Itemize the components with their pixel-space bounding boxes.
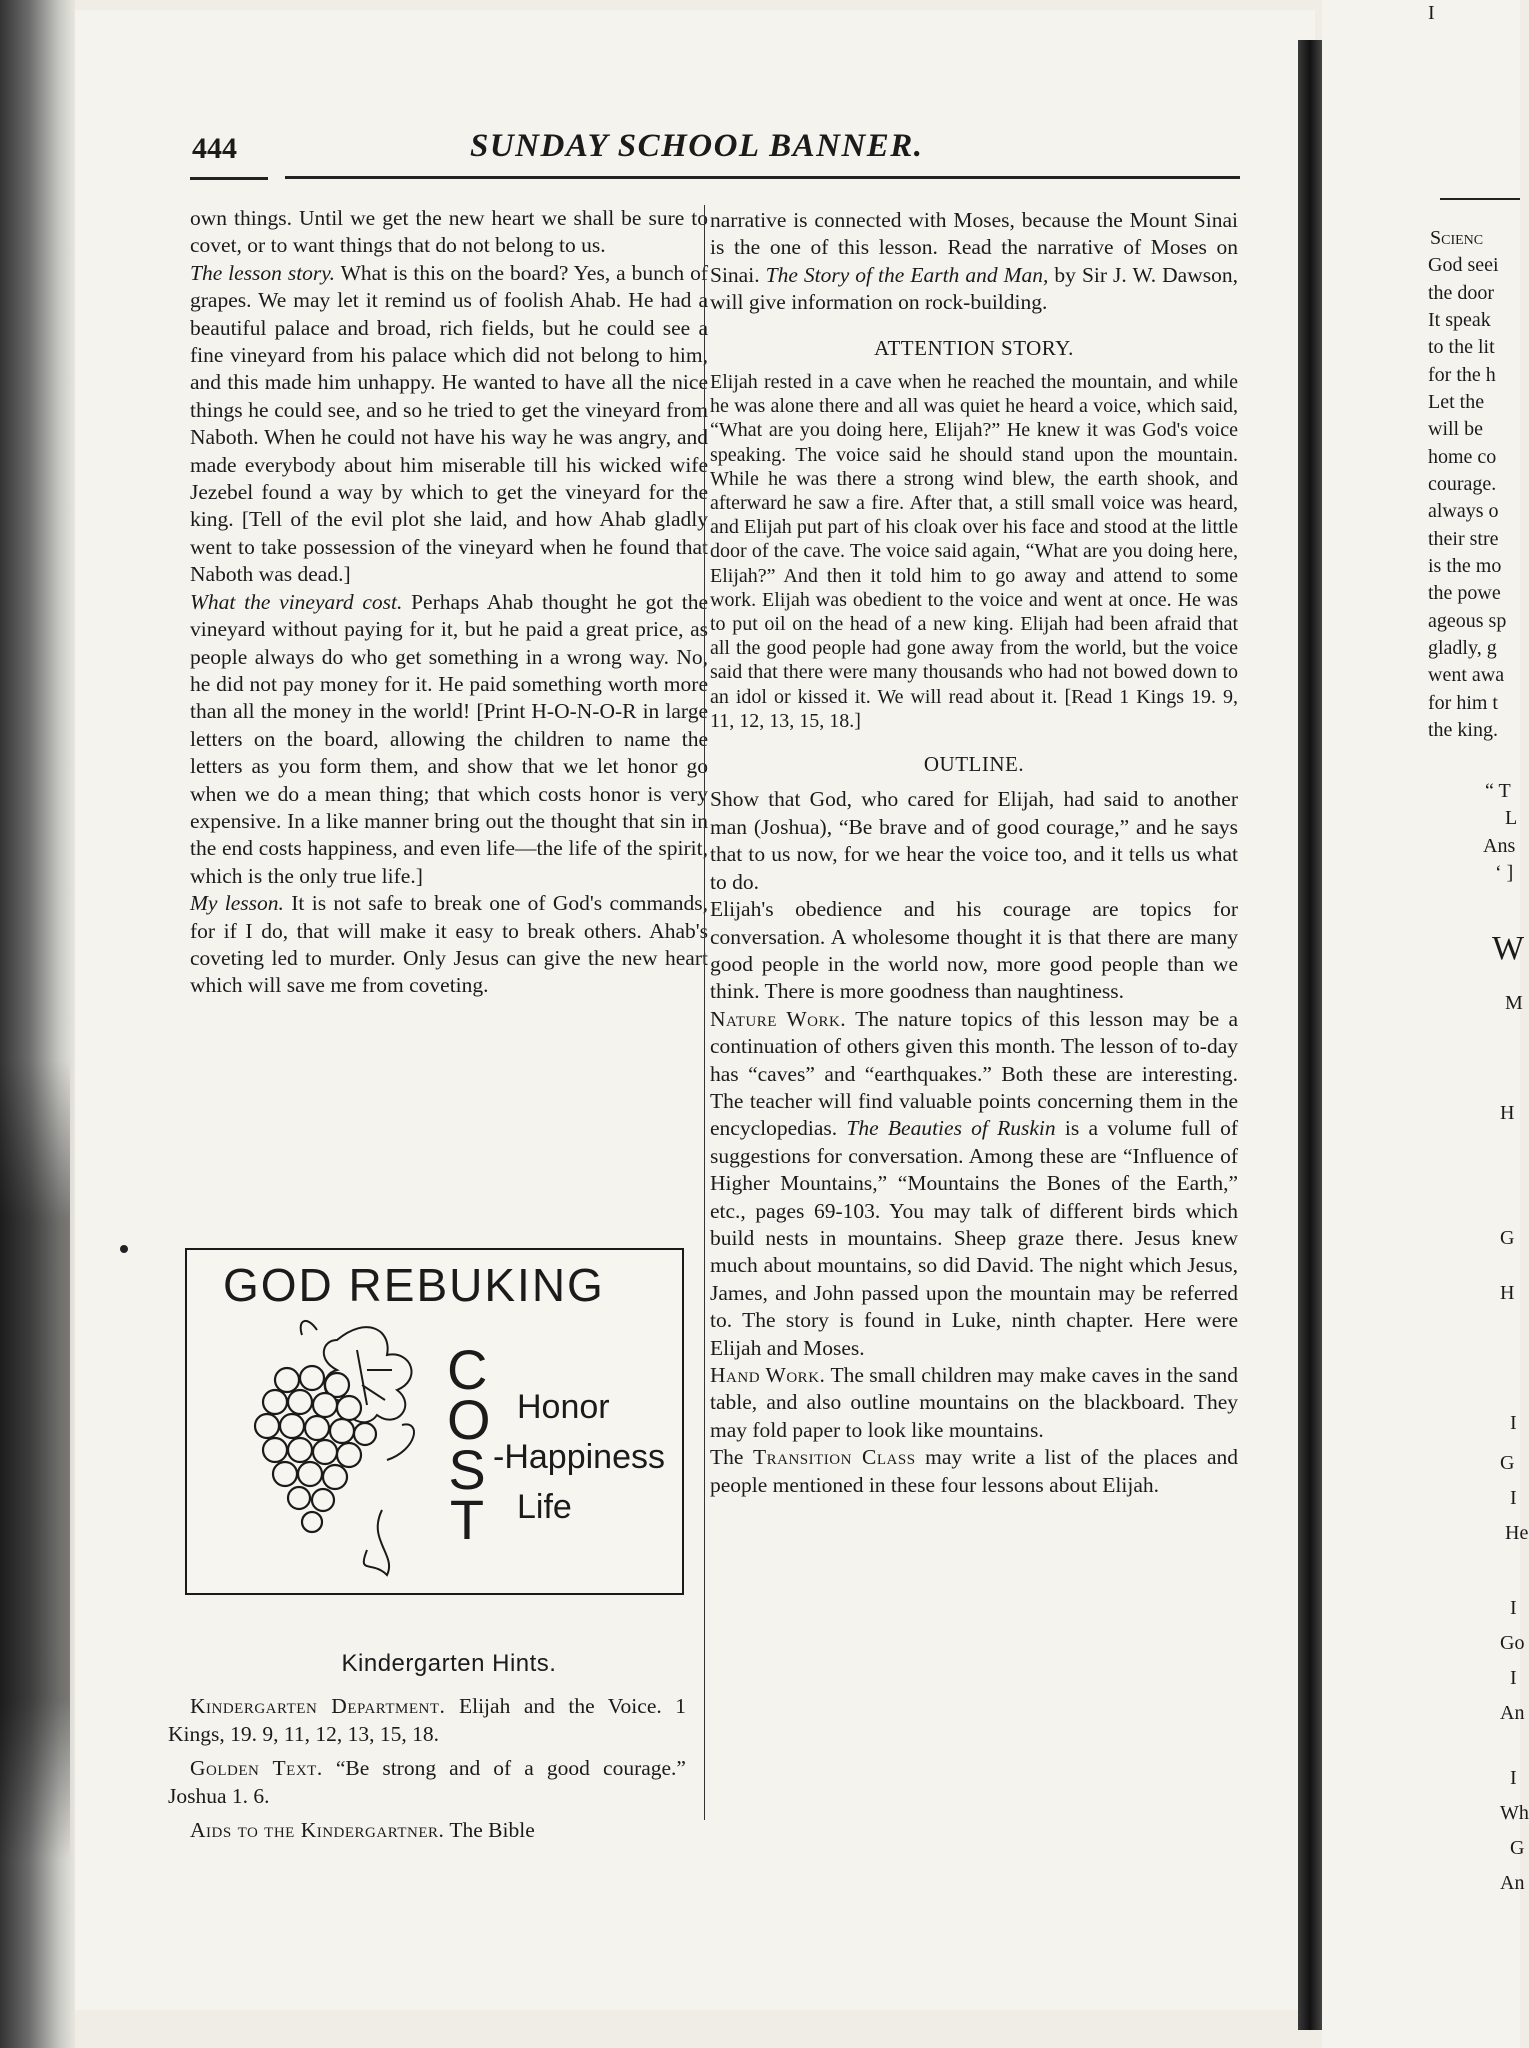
- adjacent-page-text-fragment: It speak: [1428, 309, 1491, 331]
- left-column: [190, 205, 708, 1000]
- cost-letter: C: [447, 1338, 488, 1401]
- adjacent-page-text-fragment: I: [1510, 1767, 1517, 1789]
- adjacent-page-text-fragment: went awa: [1428, 664, 1505, 686]
- hand-work-paragraph: [710, 1362, 1238, 1444]
- golden-text-text: “Be strong and of a good courage.” Joshua 1. 6.: [168, 1756, 686, 1808]
- kindergarten-heading: Kindergarten Hints.: [341, 1650, 557, 1677]
- adjacent-page-text-fragment: ageous sp: [1428, 610, 1507, 632]
- nature-work-label: Nature Work.: [710, 1006, 847, 1031]
- header-rule-short: [190, 177, 268, 180]
- aids-to-kindergartner: [168, 1816, 686, 1844]
- aids-text: The Bible: [449, 1818, 535, 1842]
- lesson-story-paragraph: [190, 260, 708, 589]
- adjacent-page-text-fragment: Go: [1500, 1632, 1525, 1654]
- cost-word-honor: Honor: [517, 1388, 610, 1426]
- right-column: [710, 207, 1238, 1499]
- adjacent-page-text-fragment: G: [1500, 1227, 1515, 1249]
- cost-letter: T: [449, 1488, 485, 1551]
- adjacent-page-text-fragment: their stre: [1428, 528, 1499, 550]
- cost-word-life: Life: [517, 1488, 572, 1526]
- kindergarten-department: [168, 1692, 686, 1748]
- adjacent-page-text-fragment: home co: [1428, 446, 1497, 468]
- lesson-story-text: What is this on the board? Yes, a bunch of grapes. We may let it remind us of foolish Ahab. He had a beautiful palace and broad, rich fields, but he could see a fine vineyard from his palace which did not belong to him, and this made him unhappy. He wanted to have all the nice things he could see, and so he tried to get the vineyard from Naboth. When he could not have his way he was angry, and made everybody about him miserable till his wicked wife Jezebel found a way by which to get the vineyard for the king. [Tell of the evil plot she laid, and how Ahab gladly went to take possession of the vineyard when he found that Naboth was dead.]: [190, 260, 708, 587]
- book-title: The Story of the Earth and Man,: [765, 262, 1049, 287]
- lesson-story-label: The lesson story.: [190, 260, 336, 285]
- my-lesson-text: It is not safe to break one of God's commands, for if I do, that will make it easy to break others. Ahab's coveting led to murder. Only Jesus can give the new heart which will save me from coveting.: [190, 891, 709, 998]
- adjacent-page-text-fragment: W: [1492, 930, 1525, 967]
- department-label: Kindergarten Department.: [190, 1694, 446, 1718]
- adjacent-page-text-fragment: An: [1500, 1872, 1525, 1894]
- nature-work-paragraph: [710, 1006, 1238, 1362]
- adjacent-page-text-fragment: I: [1428, 2, 1435, 24]
- continuation-paragraph: [710, 207, 1238, 317]
- vineyard-cost-paragraph: [190, 589, 708, 890]
- outline-paragraph-1: Show that God, who cared for Elijah, had said to another man (Joshua), “Be brave and of good courage,” and he says that to us now, for we hear the voice too, and it tells us what to do.: [710, 787, 1238, 894]
- running-title: SUNDAY SCHOOL BANNER.: [470, 128, 924, 164]
- adjacent-page-text-fragment: I: [1510, 1412, 1517, 1434]
- ruskin-title: The Beauties of Ruskin: [846, 1116, 1056, 1141]
- page-number: 444: [192, 132, 237, 165]
- opening-paragraph: own things. Until we get the new heart we shall be sure to covet, or to want things that do not belong to us.: [190, 206, 708, 258]
- vineyard-cost-label: What the vineyard cost.: [190, 589, 403, 614]
- aids-label: Aids to the Kindergartner.: [190, 1818, 445, 1842]
- my-lesson-paragraph: [190, 890, 708, 1000]
- department-text: Elijah and the Voice. 1 Kings, 19. 9, 11, 12, 13, 15, 18.: [168, 1694, 687, 1746]
- adjacent-page-text-fragment: always o: [1428, 500, 1499, 522]
- adjacent-page-text-fragment: G: [1500, 1452, 1515, 1474]
- blackboard-illustration: [185, 1248, 684, 1595]
- adjacent-page-text-fragment: will be: [1428, 418, 1483, 440]
- adjacent-page-text-fragment: is the mo: [1428, 555, 1502, 577]
- cost-letter: S: [448, 1438, 486, 1501]
- adjacent-page-text-fragment: gladly, g: [1428, 637, 1497, 659]
- adjacent-page-text-fragment: the door: [1428, 282, 1495, 304]
- hand-work-text: The small children may make caves in the sand table, and also outline mountains on the blackboard. They may fold paper to look like mountains.: [710, 1363, 1238, 1442]
- adjacent-page-text-fragment: H: [1500, 1102, 1515, 1124]
- outline-paragraph-2: Elijah's obedience and his courage are topics for conversation. A wholesome thought it is that there are many good people in the world now, more good people than we think. There is more goodness than naughtiness.: [710, 897, 1238, 1004]
- adjacent-page-text-fragment: courage.: [1428, 473, 1497, 495]
- column-divider: [704, 205, 705, 1820]
- adjacent-page-text-fragment: for the h: [1428, 364, 1496, 386]
- illustration-title: GOD REBUKING: [223, 1259, 605, 1311]
- adjacent-page-text-fragment: I: [1510, 1667, 1517, 1689]
- adjacent-page-text-fragment: L: [1505, 807, 1518, 829]
- adjacent-page-text-fragment: the king.: [1428, 719, 1498, 741]
- cost-word-happiness: -Happiness: [493, 1438, 665, 1476]
- transition-pre: The: [710, 1445, 744, 1470]
- adjacent-page-text-fragment: M: [1505, 992, 1523, 1014]
- kindergarten-section: [168, 1692, 686, 1850]
- transition-class-paragraph: [710, 1444, 1238, 1499]
- adjacent-page-text-fragment: to the lit: [1428, 336, 1495, 358]
- page-gutter: [1298, 40, 1322, 2030]
- vineyard-cost-text: Perhaps Ahab thought he got the vineyard without paying for it, but he paid a great price, as people always do who get something in a wrong way. No, he did not pay money for it. He paid something worth more than all the money in the world! [Print H-O-N-O-R in large letters on the board, allowing the children to name the letters as you form them, and show that we let honor go when we do a mean thing; that which costs honor is very expensive. In a like manner bring out the thought that sin in the end costs happiness, and even life—the life of the spirit, which is the only true life.]: [190, 589, 709, 888]
- adjacent-page-text-fragment: ‘ ]: [1495, 862, 1514, 884]
- adjacent-page-text-fragment: He: [1505, 1522, 1529, 1544]
- transition-text: may write a list of the places and people mentioned in these four lessons about Elijah.: [710, 1445, 1238, 1497]
- continuation-b: by Sir J. W. Dawson, will give information on rock-building.: [710, 262, 1238, 315]
- grapes-icon: [217, 1310, 432, 1580]
- adjacent-page-text-fragment: An: [1500, 1702, 1525, 1724]
- golden-text: [168, 1754, 686, 1810]
- adjacent-page-text-fragment: I: [1510, 1487, 1517, 1509]
- ink-speck: [120, 1245, 128, 1253]
- header-rule-long: [285, 176, 1240, 179]
- adjacent-header-rule: [1440, 198, 1520, 200]
- adjacent-page-text-fragment: I: [1510, 1597, 1517, 1619]
- outline-heading: OUTLINE.: [923, 752, 1025, 777]
- adjacent-page-text-fragment: Let the: [1428, 391, 1485, 413]
- golden-text-label: Golden Text.: [190, 1756, 323, 1780]
- adjacent-page-text-fragment: God seei: [1428, 254, 1499, 276]
- binding-shadow: [0, 1060, 70, 1860]
- cost-letter: O: [447, 1388, 491, 1451]
- adjacent-page-text-fragment: the powe: [1428, 582, 1501, 604]
- nature-text-a: The nature topics of this lesson may be a continuation of others given this month. The lesson of to-day has “caves” and “earthquakes.” Both these are interesting. The teacher will find valuable points concerning them in the encyclopedias.: [710, 1006, 1239, 1141]
- transition-class-label: Transition Class: [753, 1445, 916, 1470]
- continuation-a: narrative is connected with Moses, because the Mount Sinai is the one of this lesson. Read the narrative of Moses on Sinai.: [710, 208, 1238, 287]
- adjacent-page-text-fragment: Wh: [1500, 1802, 1529, 1824]
- my-lesson-label: My lesson.: [190, 891, 284, 916]
- adjacent-page-text-fragment: Scienc: [1430, 227, 1484, 249]
- adjacent-page-text-fragment: G: [1510, 1837, 1525, 1859]
- adjacent-page-text-fragment: for him t: [1428, 692, 1498, 714]
- hand-work-label: Hand Work.: [710, 1363, 826, 1388]
- adjacent-page-text-fragment: “ T: [1485, 780, 1511, 802]
- nature-text-b: is a volume full of suggestions for conversation. Among these are “Influence of Higher Mountains,” “Mountains the Bones of the Earth,” etc., pages 69-103. You may talk of different birds which build nests in mountains. Sheep graze there. Jesus knew much about mountains, so did David. The night which Jesus, James, and John passed upon the mountain may be referred to. The story is found in Luke, ninth chapter. Here were Elijah and Moses.: [710, 1116, 1239, 1360]
- adjacent-page-text-fragment: Ans: [1483, 835, 1516, 857]
- cost-vertical-word: [447, 1338, 491, 1551]
- adjacent-page-text-fragment: H: [1500, 1282, 1515, 1304]
- attention-story-text: Elijah rested in a cave when he reached the mountain, and while he was alone there and all was quiet he heard a voice, which said, “What are you doing here, Elijah?” He knew it was God's voice speaking. The voice said he should stand upon the mountain. While he was there a strong wind blew, the earth shook, and afterward he saw a fire. After that, a still small voice was heard, and Elijah put part of his cloak over his face and stood at the little door of the cave. The voice said again, “What are you doing here, Elijah?” And then it told him to go away and attend to some work. Elijah was obedient to the voice and went at once. He was to put oil on the head of a new king. Elijah had been afraid that all the good people had gone away from the world, but the voice said that there were many thousands who had not bowed down to an idol or kissed it. We will read about it. [Read 1 Kings 19. 9, 11, 12, 13, 15, 18.]: [710, 371, 1238, 732]
- attention-story-heading: ATTENTION STORY.: [874, 335, 1074, 360]
